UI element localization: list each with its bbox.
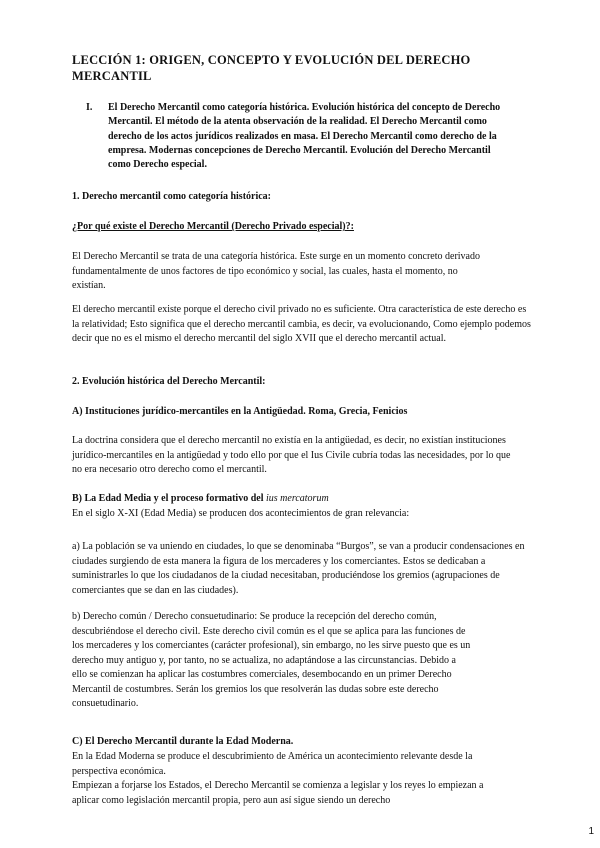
section-i-text: El Derecho Mercantil como categoría histórica. Evolución histórica del concepto de Derecho Mercantil. El método de la atenta observación de la realidad. El Derecho Mercantil como derecho de los actos jurídicos realizados en masa. El Derecho Mercantil como derecho de la empresa. Modernas concepciones de Derecho Mercantil. Evolución del Derecho Mercantil como Derecho especial.	[108, 102, 501, 171]
heading-b-text: B) La Edad Media y el proceso formativo del	[72, 493, 266, 504]
paragraph-c-1: En la Edad Moderna se produce el descubrimiento de América un acontecimiento relevante desde la perspectiva económica.	[72, 751, 473, 777]
heading-a: A) Instituciones jurídico-mercantiles en la Antigüedad. Roma, Grecia, Fenicios	[72, 406, 408, 417]
paragraph-b-a: a) La población se va uniendo en ciudades, lo que se denominaba “Burgos”, se van a producir condensaciones en ciudades surgiendo de esta manera la figura de los mercaderes y los comerciantes. Estos se dedicaban a suministrarles lo que los ciudadanos de la ciudad necesitaban, produciéndose los gremios (agrupaciones de comerciantes que se dan en las ciudades).	[72, 541, 525, 596]
lesson-title: LECCIÓN 1: ORIGEN, CONCEPTO Y EVOLUCIÓN DEL DERECHO MERCANTIL	[72, 53, 471, 83]
paragraph-1: El Derecho Mercantil se trata de una categoría histórica. Este surge en un momento concreto derivado fundamentalmente de unos factores de tipo económico y social, las cuales, hasta el momento, no existían.	[72, 251, 480, 291]
paragraph-a: La doctrina considera que el derecho mercantil no existía en la antigüedad, es decir, no existían instituciones jurídico-mercantiles en la antigüedad y todo ello por que el Ius Civile cubría todas las necesidades, por lo que no era necesario otro derecho como el mercantil.	[72, 435, 511, 475]
section-i-number: I.	[86, 102, 93, 113]
heading-c: C) El Derecho Mercantil durante la Edad Moderna.	[72, 736, 294, 747]
question-1: ¿Por qué existe el Derecho Mercantil (Derecho Privado especial)?:	[72, 221, 354, 232]
paragraph-c-2: Empiezan a forjarse los Estados, el Derecho Mercantil se comienza a legislar y los reyes lo empiezan a aplicar como legislación mercantil propia, pero aun así sigue siendo un derecho	[72, 780, 484, 806]
heading-b	[72, 492, 532, 507]
heading-b-italic: ius mercatorum	[265, 493, 329, 504]
paragraph-b-b: b) Derecho común / Derecho consuetudinario: Se produce la recepción del derecho común, descubriéndose el derecho civil. Este derecho civil común es el que se aplica para las funciones de los mercaderes y los comerciantes (carácter profesional), sin embargo, no les sirve puesto que es un derecho muy antiguo y, por tanto, no se actualiza, no adaptándose a las circunstancias. Debido a ello se comienzan ha aplicar las costumbres comerciales, desembocando en un primer Derecho Mercantil de costumbres. Serán los gremios los que resolverán las dudas sobre este derecho consuetudinario.	[72, 611, 471, 709]
page-number: 1	[588, 826, 594, 837]
paragraph-b-intro: En el siglo X-XI (Edad Media) se producen dos acontecimientos de gran relevancia:	[72, 508, 410, 519]
heading-2: 2. Evolución histórica del Derecho Mercantil:	[72, 376, 266, 387]
paragraph-2: El derecho mercantil existe porque el derecho civil privado no es suficiente. Otra característica de este derecho es la relatividad; Esto significa que el derecho mercantil cambia, es decir, va evolucionando, Como ejemplo podemos decir que no es el mismo el derecho mercantil del siglo XVII que el derecho mercantil actual.	[72, 304, 531, 344]
heading-1: 1. Derecho mercantil como categoría histórica:	[72, 191, 272, 202]
